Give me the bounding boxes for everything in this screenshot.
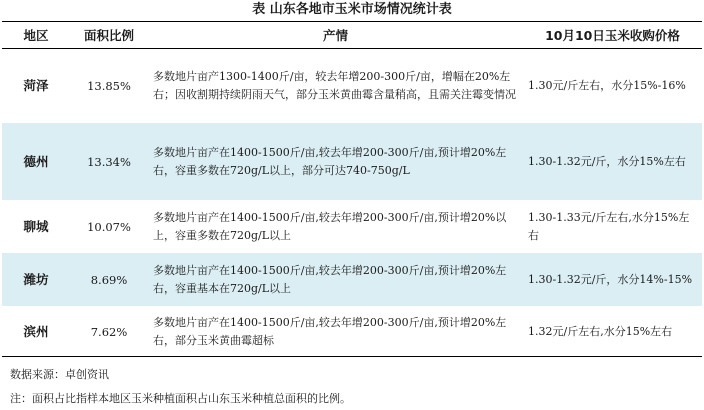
area-ratio-cell: 13.85%: [70, 49, 148, 123]
area-ratio-cell: 13.34%: [70, 123, 148, 201]
corn-market-table: [2, 21, 702, 357]
region-cell: 德州: [2, 123, 70, 201]
region-cell: 聊城: [2, 201, 70, 253]
header-situation: 产情: [148, 22, 523, 49]
header-region: 地区: [2, 22, 70, 49]
price-cell: 1.30-1.32元/斤，水分14%-15%: [523, 253, 702, 307]
situation-cell: 多数地片亩产在1400-1500斤/亩,较去年增200-300斤/亩,预计增20%左右，容重多数在720g/L以上，部分可达740-750g/L: [148, 123, 523, 201]
table-row: [2, 253, 702, 307]
area-ratio-cell: 8.69%: [70, 253, 148, 307]
price-cell: 1.30-1.32元/斤，水分15%左右: [523, 123, 702, 201]
region-cell: 菏泽: [2, 49, 70, 123]
price-cell: 1.32元/斤左右,水分15%左右: [523, 307, 702, 357]
header-area-ratio: 面积比例: [70, 22, 148, 49]
situation-cell: 多数地片亩产1300-1400斤/亩，较去年增200-300斤/亩，增幅在20%左右；因收割期持续阴雨天气，部分玉米黄曲霉含量稍高，且需关注霉变情况: [148, 49, 523, 123]
header-price: 10月10日玉米收购价格: [523, 22, 702, 49]
table-title: 表 山东各地市玉米市场情况统计表: [252, 2, 452, 17]
table-row: [2, 201, 702, 253]
region-cell: 滨州: [2, 307, 70, 357]
situation-cell: 多数地片亩产在1400-1500斤/亩,较去年增200-300斤/亩,预计增20%以上，容重多数在720g/L以上: [148, 201, 523, 253]
table-row: [2, 123, 702, 201]
data-source: 数据来源：卓创资讯: [10, 368, 109, 381]
price-cell: 1.30-1.33元/斤左右,水分15%左右: [523, 201, 702, 253]
region-cell: 潍坊: [2, 253, 70, 307]
table-row: [2, 307, 702, 357]
table-row: [2, 49, 702, 123]
header-row: [2, 22, 702, 49]
footnote: 注：面积占比指样本地区玉米种植面积占山东玉米种植总面积的比例。: [10, 392, 351, 405]
situation-cell: 多数地片亩产在1400-1500斤/亩,较去年增200-300斤/亩,预计增20%左右，容重基本在720g/L以上: [148, 253, 523, 307]
area-ratio-cell: 10.07%: [70, 201, 148, 253]
situation-cell: 多数地片亩产在1400-1500斤/亩,较去年增200-300斤/亩,预计增20%左右，部分玉米黄曲霉超标: [148, 307, 523, 357]
area-ratio-cell: 7.62%: [70, 307, 148, 357]
price-cell: 1.30元/斤左右，水分15%-16%: [523, 49, 702, 123]
